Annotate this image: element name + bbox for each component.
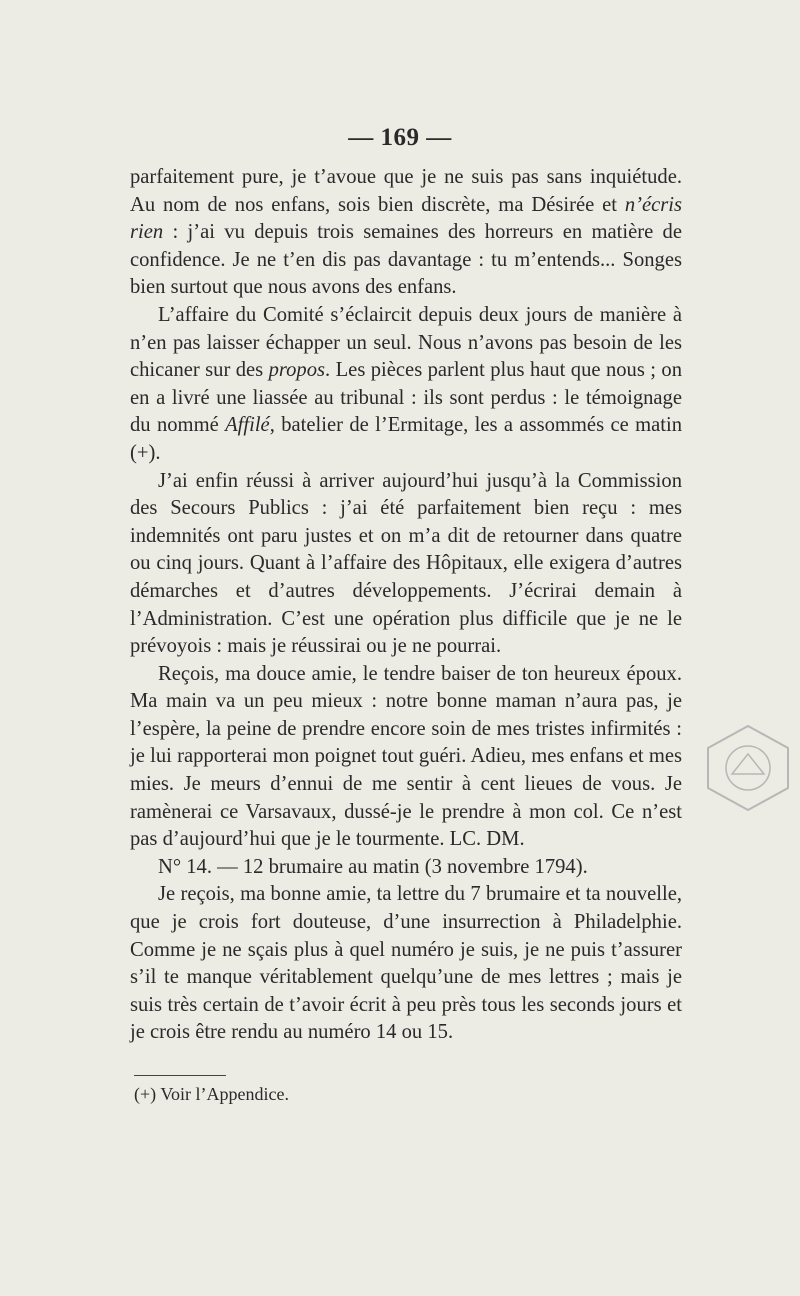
text-run: J’ai enfin réussi à arriver aujourd’hui jusqu’à la Commission des Secours Publics : j’ai été parfaitement bien reçu : mes indemnités ont paru justes et on m’a dit de retourner dans quatre ou cinq jours. Quant à l’affaire des Hôpitaux, elle exigera d’autres démarches et d’autres développements. J’écrirai demain à l’Administration. C’est une opération plus difficile que je ne le prévoyois : mais je réussirai ou je ne pourrai. bbox=[130, 469, 682, 658]
footnote-divider bbox=[134, 1075, 226, 1076]
letter-body bbox=[130, 164, 682, 1047]
paragraph bbox=[130, 302, 682, 468]
page-number: — 169 — bbox=[348, 124, 452, 151]
paragraph bbox=[130, 881, 682, 1047]
text-run: N° 14. — 12 brumaire au matin (3 novembre 1794). bbox=[158, 855, 588, 878]
paragraph bbox=[130, 661, 682, 854]
text-run: Je reçois, ma bonne amie, ta lettre du 7 brumaire et ta nouvelle, que je crois fort douteuse, d’une insurrection à Philadelphie. Comme je ne sçais plus à quel numéro je suis, je ne puis t’assurer s’il te manque véritablement quelqu’une de mes lettres ; mais je suis très certain de t’avoir écrit à peu près tous les seconds jours et je crois être rendu au numéro 14 ou 15. bbox=[130, 883, 682, 1044]
text-run: L’affaire du Comité s’éclaircit depuis deux jours de manière à n’en pas laisser échapper un seul. Nous n’avons pas besoin de les chicaner sur des bbox=[130, 303, 682, 382]
footnote: (+) Voir l’Appendice. bbox=[134, 1084, 289, 1104]
italic-text: Affilé bbox=[225, 414, 270, 437]
paragraph bbox=[130, 164, 682, 302]
paragraph bbox=[130, 468, 682, 661]
italic-text: n’écris rien bbox=[130, 193, 682, 244]
text-run: . Les pièces parlent plus haut que nous ; on en a livré une liassée au tribunal : ils sont perdus : le témoignage du nommé bbox=[130, 359, 682, 437]
italic-text: propos bbox=[268, 359, 326, 382]
text-run: , batelier de l’Ermitage, les a assommés ce matin (+). bbox=[130, 414, 682, 464]
paragraph bbox=[130, 854, 682, 882]
text-run: : j’ai vu depuis trois semaines des horreurs en matière de confidence. Je ne t’en dis pas davantage : tu m’entends... Songes bien surtout que nous avons des enfans. bbox=[130, 221, 682, 299]
text-run: parfaitement pure, je t’avoue que je ne suis pas sans inquiétude. Au nom de nos enfans, sois bien discrète, ma Désirée et bbox=[130, 166, 682, 216]
library-stamp bbox=[702, 722, 794, 814]
text-run: Reçois, ma douce amie, le tendre baiser de ton heureux époux. Ma main va un peu mieux : notre bonne maman n’aura pas, je l’espère, la peine de prendre encore soin de mes tristes infirmités : je lui rapporterai mon poignet tout guéri. Adieu, mes enfans et mes mies. Je meurs d’ennui de me sentir à cent lieues de vous. Je ramènerai ce Varsavaux, dussé-je le prendre à mon col. Ce n’est pas d’aujourd’hui que je le tourmente. LC. DM. bbox=[130, 662, 682, 851]
